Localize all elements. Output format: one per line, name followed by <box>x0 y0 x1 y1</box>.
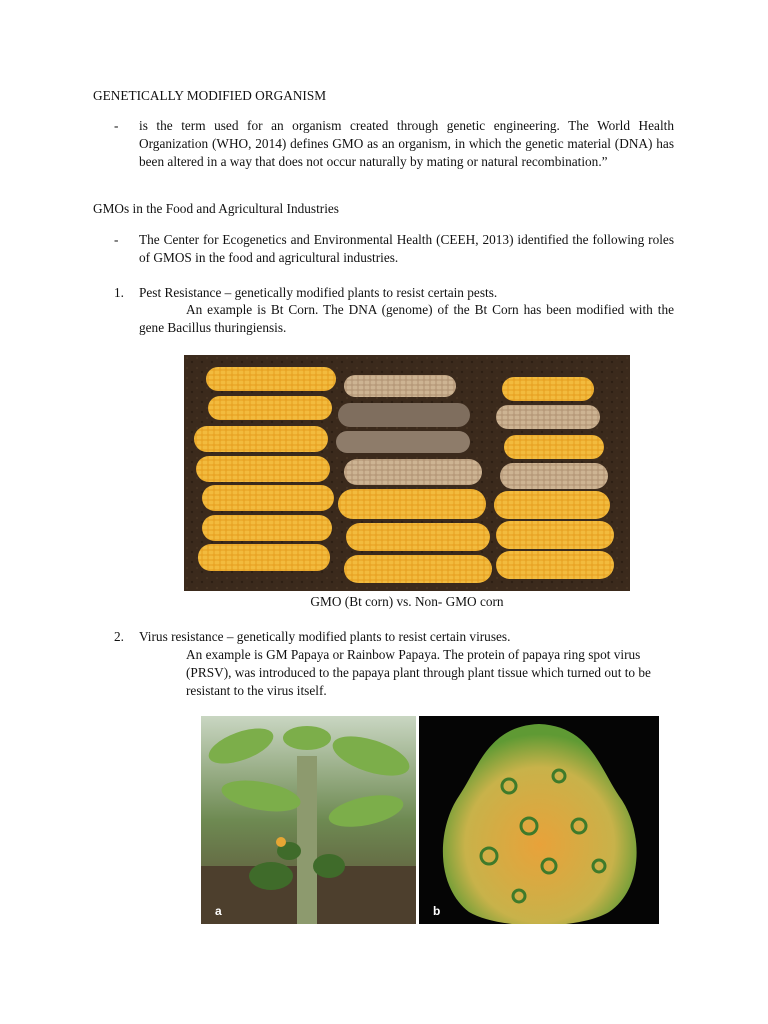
definition-bullet: - <box>114 118 119 133</box>
figure-label-b: b <box>433 904 441 918</box>
definition-paragraph: is the term used for an organism created through genetic engineering. The World Health Organization (WHO, 2014) defines GMO as an organism, in which the genetic material (DNA) has been altered in a way that does not occur naturally by mating or natural recombination.” <box>139 118 674 169</box>
item-2-title: Virus resistance – genetically modified plants to resist certain viruses. <box>139 629 511 644</box>
papaya-fruit-image <box>419 716 659 924</box>
bt-corn-column <box>194 367 336 571</box>
section-heading: GMOs in the Food and Agricultural Industries <box>93 201 339 216</box>
section-intro-paragraph: The Center for Ecogenetics and Environmental Health (CEEH, 2013) identified the following roles of GMOS in the food and agricultural industries. <box>139 232 674 265</box>
document-title: GENETICALLY MODIFIED ORGANISM <box>93 88 327 103</box>
item-1-number: 1. <box>114 285 124 300</box>
item-2-number: 2. <box>114 629 124 644</box>
corn-comparison-image <box>184 355 630 591</box>
section-intro-bullet: - <box>114 232 119 247</box>
corn-figure-caption: GMO (Bt corn) vs. Non- GMO corn <box>310 594 504 609</box>
item-1-example: An example is Bt Corn. The DNA (genome) of the Bt Corn has been modified with the gene Bacillus thuringiensis. <box>139 302 674 335</box>
figure-label-a: a <box>215 904 222 918</box>
item-2-example: An example is GM Papaya or Rainbow Papaya. The protein of papaya ring spot virus (PRSV), was introduced to the papaya plant through plant tissue which turned out to be resistant to the virus itself. <box>186 647 651 698</box>
item-1-title: Pest Resistance – genetically modified plants to resist certain pests. <box>139 285 498 300</box>
papaya-plant-image <box>201 716 416 924</box>
